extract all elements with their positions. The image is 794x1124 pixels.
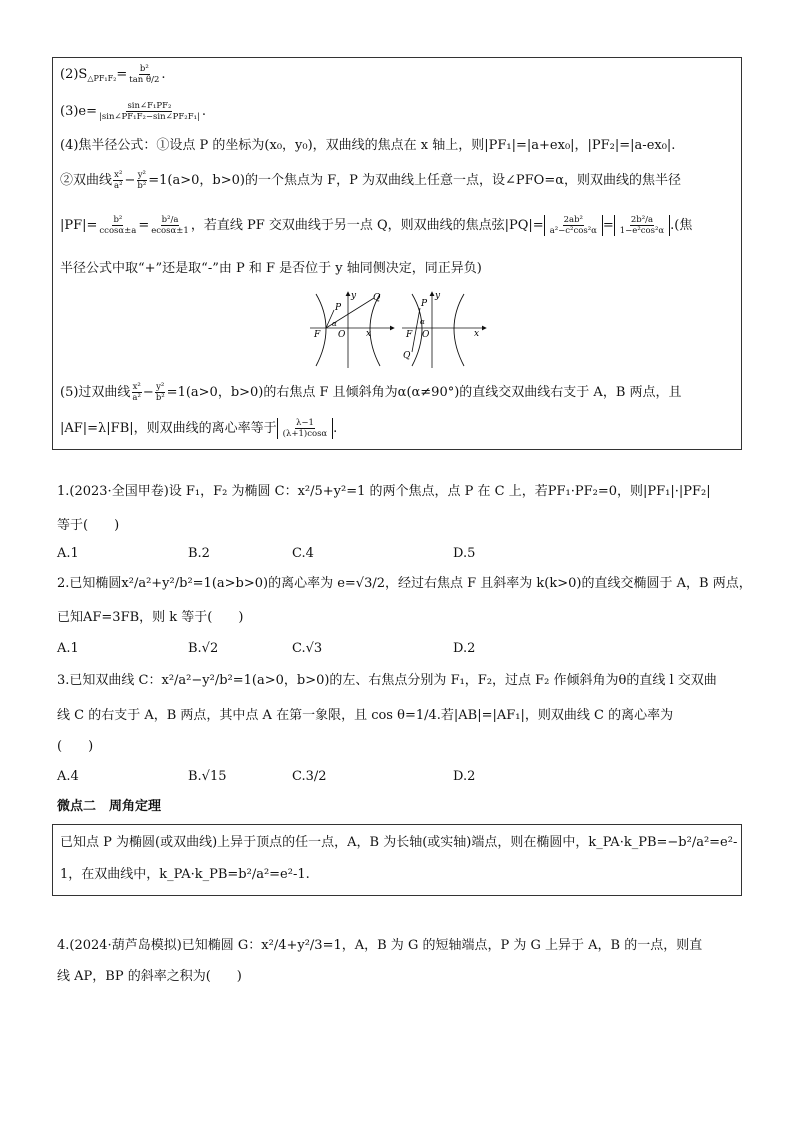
- left-y-label: y: [351, 291, 357, 301]
- item3-line: (3)e= $\frac{\text{sin∠F₁PF₂}}{\text{|sin∠PF₁F₂−sin∠PF₂F₁|}}$ .: [60, 101, 207, 122]
- q4-line2: 线 AP，BP 的斜率之积为( ): [57, 969, 242, 984]
- q1-line1: 1.(2023·全国甲卷)设 F₁，F₂ 为椭圆 C：x²/5+y²=1 的两个焦点，点 P 在 C 上，若PF₁·PF₂=0，则|PF₁|·|PF₂|: [57, 484, 711, 499]
- focal-chord-fraction-1: $\frac{\text{2ab²}}{\text{a²−c²cos²α}}$: [549, 215, 597, 236]
- item4-line1: (4)焦半径公式：①设点 P 的坐标为(x₀，y₀)，双曲线的焦点在 x 轴上，则|PF₁|=|a+ex₀|，|PF₂|=|a-ex₀|.: [60, 138, 676, 153]
- q3-line3: ( ): [57, 739, 94, 754]
- right-y-label: y: [435, 291, 441, 301]
- left-x-label: x: [366, 329, 372, 339]
- right-O-label: O: [422, 330, 430, 340]
- left-figure: [310, 291, 394, 368]
- hyperbola-x-fraction: $\frac{\text{x²}}{\text{a²}}$: [114, 170, 123, 191]
- q3-option-a[interactable]: A.4: [57, 769, 79, 784]
- section-title: 微点二 周角定理: [57, 799, 162, 814]
- item5-line1: (5)过双曲线 $\frac{\text{x²}}{\text{a²}}$ − $\frac{\text{y²}}{\text{b²}}$ =1(a>0，b>0)的右焦点 F 且倾斜角为α(α≠90°)的直线交双曲线右支于 A，B 两点，且: [60, 382, 682, 403]
- item4-line3: |PF|= $\frac{\text{b²}}{ccos\alpha\pm a}$ = $\frac{\text{b²/a}}{ecos\alpha\pm 1}$ ，若直线 PF 交双曲线于另一点 Q，则双曲线的焦点弦|PQ|= $\frac{\text{2ab²}}{\text{a²−c²cos²α}}$ = $\frac{\text{2b²/a}}{\text{1−e²cos²α}}$ .(焦: [60, 215, 693, 236]
- focal-chord-abs-1: [544, 215, 603, 236]
- q2-option-b[interactable]: B.√2: [188, 641, 219, 656]
- left-F-label: F: [314, 330, 321, 340]
- item5-line2: |AF|=λ|FB|，则双曲线的离心率等于 $\frac{\lambda-1}{(\lambda+1)\cos\alpha}$ .: [60, 418, 338, 439]
- q3-option-d[interactable]: D.2: [453, 769, 476, 784]
- item2-line: $(2)S_{\triangle PF_1F_2}=$ $\frac{\text{b²}}{\text{tan θ/2}}$ .: [60, 64, 166, 85]
- q1-option-d[interactable]: D.5: [453, 546, 476, 561]
- item4-line2: ②双曲线 $\frac{\text{x²}}{\text{a²}}$ − $\frac{\text{y²}}{\text{b²}}$ =1(a>0，b>0)的一个焦点为 F，P 为双曲线上任意一点，设∠PFO=α，则双曲线的焦半径: [60, 170, 681, 191]
- left-branch-right: [370, 294, 380, 366]
- focal-radius-fraction-1: $\frac{\text{b²}}{ccos\alpha\pm a}$: [99, 215, 137, 236]
- eccentricity-fraction: $\frac{\lambda-1}{(\lambda+1)\cos\alpha}$: [282, 418, 328, 439]
- item5-x-fraction: $\frac{\text{x²}}{\text{a²}}$: [132, 382, 141, 403]
- hyperbola-y-fraction: $\frac{\text{y²}}{\text{b²}}$: [137, 170, 147, 191]
- item3-fraction: $\frac{\text{sin∠F₁PF₂}}{\text{|sin∠PF₁F₂−sin∠PF₂F₁|}}$: [99, 101, 200, 122]
- left-O-label: O: [338, 330, 346, 340]
- right-line-PQ: [412, 308, 420, 352]
- right-figure: [402, 291, 486, 368]
- q3-line2: 线 C 的右支于 A，B 两点，其中点 A 在第一象限，且 cos θ=1/4.若|AB|=|AF₁|，则双曲线 C 的离心率为: [57, 708, 674, 723]
- item5-y-fraction: $\frac{\text{y²}}{\text{b²}}$: [155, 382, 165, 403]
- left-Q-label: Q: [373, 293, 381, 303]
- right-P-label: P: [421, 299, 428, 309]
- right-F-label: F: [406, 330, 413, 340]
- eccentricity-abs: [277, 418, 334, 439]
- q2-line1: 2.已知椭圆x²/a²+y²/b²=1(a>b>0)的离心率为 e=√3/2，经过右焦点 F 且斜率为 k(k>0)的直线交椭圆于 A，B 两点，: [57, 576, 752, 591]
- q2-option-c[interactable]: C.√3: [292, 641, 323, 656]
- right-branch-right: [454, 294, 464, 366]
- hyperbola-figures: [308, 290, 488, 372]
- box2-line2: 1，在双曲线中，k_PA·k_PB=b²/a²=e²-1.: [60, 867, 310, 882]
- item4-line4: 半径公式中取“+”还是取“-”由 P 和 F 是否位于 y 轴同侧决定，同正异负): [60, 261, 482, 276]
- item2-fraction: $\frac{\text{b²}}{\text{tan θ/2}}$: [129, 64, 160, 85]
- focal-radius-fraction-2: $\frac{\text{b²/a}}{ecos\alpha\pm 1}$: [151, 215, 189, 236]
- q4-line1: 4.(2024·葫芦岛模拟)已知椭圆 G：x²/4+y²/3=1，A，B 为 G 的短轴端点，P 为 G 上异于 A，B 的一点，则直: [57, 938, 703, 953]
- focal-chord-abs-2: [614, 215, 670, 236]
- q1-option-b[interactable]: B.2: [188, 546, 210, 561]
- left-P-label: P: [335, 303, 342, 313]
- q2-line2: 已知AF=3FB，则 k 等于( ): [57, 610, 244, 625]
- right-Q-label: Q: [403, 351, 411, 361]
- q1-line2: 等于( ): [57, 518, 120, 533]
- q3-line1: 3.已知双曲线 C：x²/a²−y²/b²=1(a>0，b>0)的左、右焦点分别为 F₁，F₂，过点 F₂ 作倾斜角为θ的直线 l 交双曲: [57, 673, 717, 688]
- q2-option-d[interactable]: D.2: [453, 641, 476, 656]
- q2-option-a[interactable]: A.1: [57, 641, 79, 656]
- box2-line1: 已知点 P 为椭圆(或双曲线)上异于顶点的任一点，A，B 为长轴(或实轴)端点，则在椭圆中，k_PA·k_PB=−b²/a²=e²-: [60, 835, 738, 850]
- q3-option-c[interactable]: C.3/2: [292, 769, 327, 784]
- q1-option-a[interactable]: A.1: [57, 546, 79, 561]
- q1-option-c[interactable]: C.4: [292, 546, 314, 561]
- q3-option-b[interactable]: B.√15: [188, 769, 227, 784]
- focal-chord-fraction-2: $\frac{\text{2b²/a}}{\text{1−e²cos²α}}$: [619, 215, 665, 236]
- right-alpha-label: α: [420, 318, 425, 326]
- left-alpha-label: α: [332, 320, 337, 328]
- right-x-label: x: [474, 329, 480, 339]
